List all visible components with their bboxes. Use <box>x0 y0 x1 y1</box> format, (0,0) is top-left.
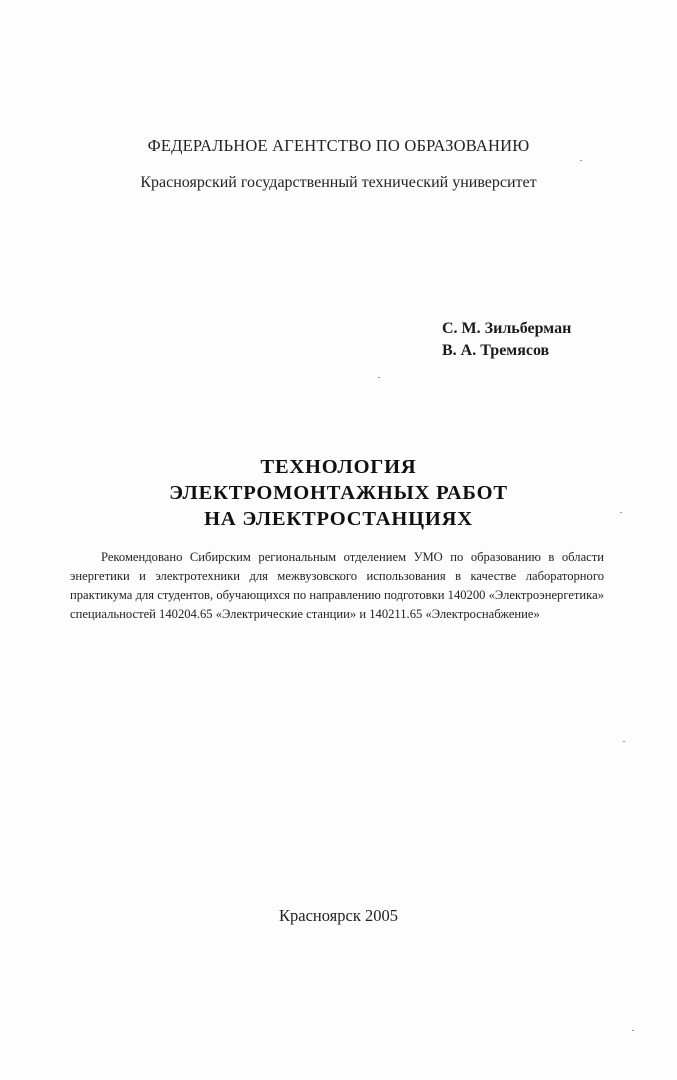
scan-speck <box>378 377 380 378</box>
recommendation-text: Рекомендовано Сибирским региональным отделением УМО по образованию в области энергетики и электротехники для межвузовского использования в качестве лабораторного практикума для студентов, обучающихся по направлению подготовки 140200 «Электроэнергетика» специальностей 140204.65 «Электрические станции» и 140211.65 «Электроснабжение» <box>70 550 604 621</box>
scan-speck <box>580 160 582 161</box>
scan-speck <box>623 741 625 742</box>
authors-block <box>442 318 571 362</box>
university-name: Красноярский государственный технический университет <box>140 174 537 191</box>
book-title <box>0 454 677 532</box>
author-name: С. М. Зильберман <box>442 320 572 337</box>
scan-speck <box>632 1030 634 1031</box>
author-name: В. А. Тремясов <box>442 342 550 359</box>
city-year: Красноярск 2005 <box>279 906 398 925</box>
agency-name: ФЕДЕРАЛЬНОЕ АГЕНТСТВО ПО ОБРАЗОВАНИЮ <box>147 136 530 155</box>
title-line: ЭЛЕКТРОМОНТАЖНЫХ РАБОТ <box>169 482 508 504</box>
scan-speck <box>620 512 622 513</box>
title-line: ТЕХНОЛОГИЯ <box>260 456 417 478</box>
title-line: НА ЭЛЕКТРОСТАНЦИЯХ <box>204 508 473 530</box>
